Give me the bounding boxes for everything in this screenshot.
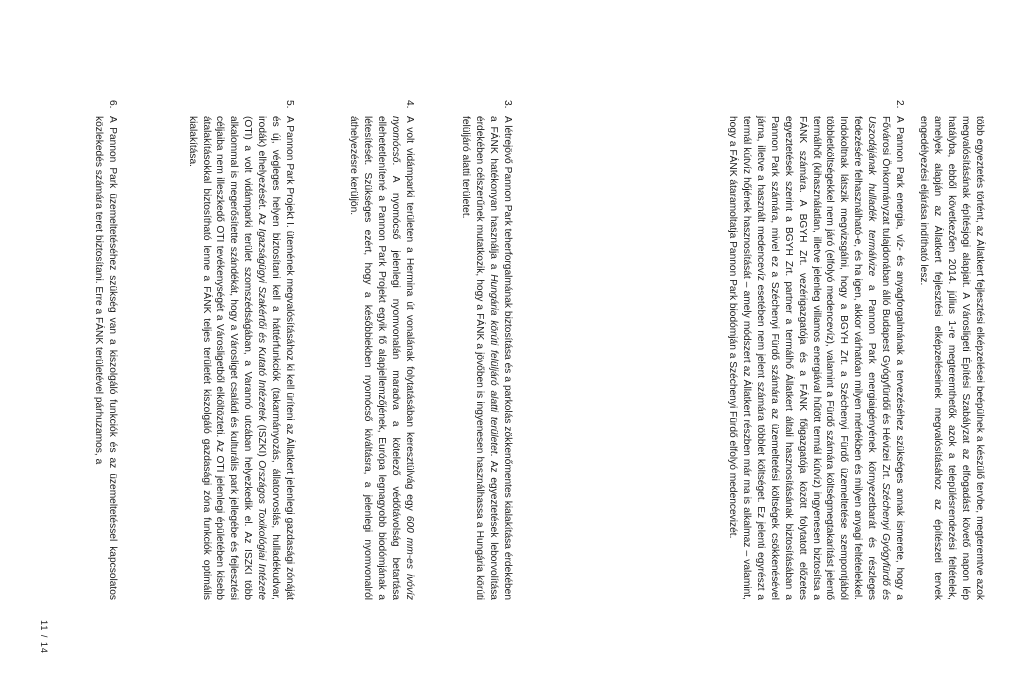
text-run: A volt vidámparki területen a Hermina út vonalának folytatásában keresztülvág egy [403,116,415,516]
text-run: . A nyomócső jelenlegi nyomvonalán maradva a kötelező védőtávolság betartása ellehetetlenítené a Pannon Park Projekt egyik fő alapjellemzőjének, Európa legnagyobb biodómjának a létesítését. Szükséges ezért, hogy a későbbiekben nyomócső kiváltásra, a jelenlegi nyomvonalról áthelyezésre kerüljön. [348,116,402,600]
text-run: (OTI) a volt vidámparki terület szomszédságában, a Varannó utcában helyezkedik el. Az ISZKI több alkalommal is megerősítette szándékát, hogy a Városliget családi és kulturális park jellegébe és fejlesztési céljaiba nem illeszkedő OTI tevékenységét a Városligetből elköltözteti. Az OTI jelenlegi épületében kisebb átalakításokkal biztosítható lenne a FÁNK teljes területét kiszolgáló gazdasági zóna funkciók optimális kialakítása. [186,116,254,600]
item-4 [346,100,416,600]
text-run: a Pannon Park energiaigényének környezetbarát és részleges fedezésére felhasználható-e, és ha igen, akkor várhatóan milyen mértékben és milyen anyagi feltételekkel. Indokoltnak látszik megvizsgálni, hogy a BGYH Zrt. a Széchenyi Fürdő üzemeltetése szempontjából többletköltségekkel nem járó (elfolyó medencevíz), valamint a Fürdő számára költségmegtakarítást jelentő termálhőt (kihasználatlan, illetve jelenleg villamos energiával hűtött termál kútvíz) ingyenesen biztosítsa a FÁNK számára. A BGYH Zrt. vezérigazgatója és a FÁNK főigazgatója között folytatott előzetes egyeztetések szerint a BGYH Zrt. partner a termálhő Állatkert általi hasznosításának biztosításában a Pannon Park számára, mivel ez a Széchenyi Fürdő számára az üzemeltetési költségek csökkenésével járna, illetve a használt medencevíz esetében nem jelent számára többlet költséget. Ez jelenti egyrészt a termál kútvíz hőjének hasznosítását – amely módszert az Állatkert részben már ma is alkalmaz – valamint, hogy a FÁNK átaramoltatja Pannon Park biodómján a Széchenyi Fürdő elfolyó medencevizét. [727,116,878,600]
item-number: 2. [894,100,905,109]
italic-phrase: Hungária körúti felüljáró alatti területet [488,274,500,454]
intro-text: több egyeztetés történt, az Állatkert fejlesztési elképzelései beépülnek a készülő tervbe, megteremtve azok megvalósításának építésjogi alapjait. A Városligeti Építési Szabályzat az elfogadást követő napon lép hatályba, ebből következően 2014. július 1-re megteremthetők azok a településrendezési feltételek, amelyek alapján az Állatkert fejlesztési elképzeléseinek megvalósításához az építészeti tervek engedélyezési eljárása indítható lesz. [918,116,985,600]
item-5 [185,100,296,600]
item-text [185,100,296,600]
item-6 [91,100,119,600]
italic-phrase: Széchenyi Gyógyfürdő és Uszodájának hulladék termálvize [866,116,892,600]
text-run: A létrejövő Pannon Park teherforgalmának biztosítása és a parkolás zökkenőmentes kialakítása érdekében a FÁNK hatékonyan használja a [488,116,513,600]
text-run: A Pannon Park üzemeltetéséhez szükség van a kiszolgáló funkciók és az üzemeltetéssel kapcsolatos közlekedés számára teret biztosítani. Erre a FÁNK területével párhuzamos, a [93,116,118,600]
text-run: A Pannon Park Projekt I. ütemének megvalósításához ki kell üríteni az Állatkert jelenlegi gazdasági zónáját és új, végleges helyen biztosítani kell a háttérfunkciók (takarmányozás, állatorvoslás, hulladékudvar, irodák) elhelyezését. Az [256,116,295,600]
intro-paragraph [916,100,986,600]
item-text [346,100,416,600]
italic-phrase: Országos Toxikológiai Intézete [256,460,268,600]
item-number: 6. [107,100,118,109]
text-run: (ISZKI) [256,420,268,461]
item-number: 3. [502,100,513,109]
text-run: . Az egyeztetések leborvolítása érdekében célszerűnek mutatkozik, hogy a FÁNK a jövőben is ingyenesen használhassa a Hungária körúti felüljáró alatti területet. [460,116,500,600]
item-number: 5. [284,100,295,109]
item-2 [725,100,906,600]
item-text [91,100,119,600]
item-3 [458,100,514,600]
text-run: A Pannon Park energia, víz- és anyagforgalmának a tervezéséhez szükséges annak ismerete, hogy a Fővárosi Önkormányzat tulajdonában álló Budapest Gyógyfürdői és Hévizei Zrt. [880,116,905,600]
item-text [725,100,906,600]
italic-phrase: 600 mm-es ivóvíz nyomócső [390,116,415,600]
item-text [458,100,514,600]
page-number: 11 / 14 [39,620,49,654]
italic-phrase: Igazságügyi Szakértői és Kutató Intézetek [256,228,268,421]
item-number: 4. [404,100,415,109]
